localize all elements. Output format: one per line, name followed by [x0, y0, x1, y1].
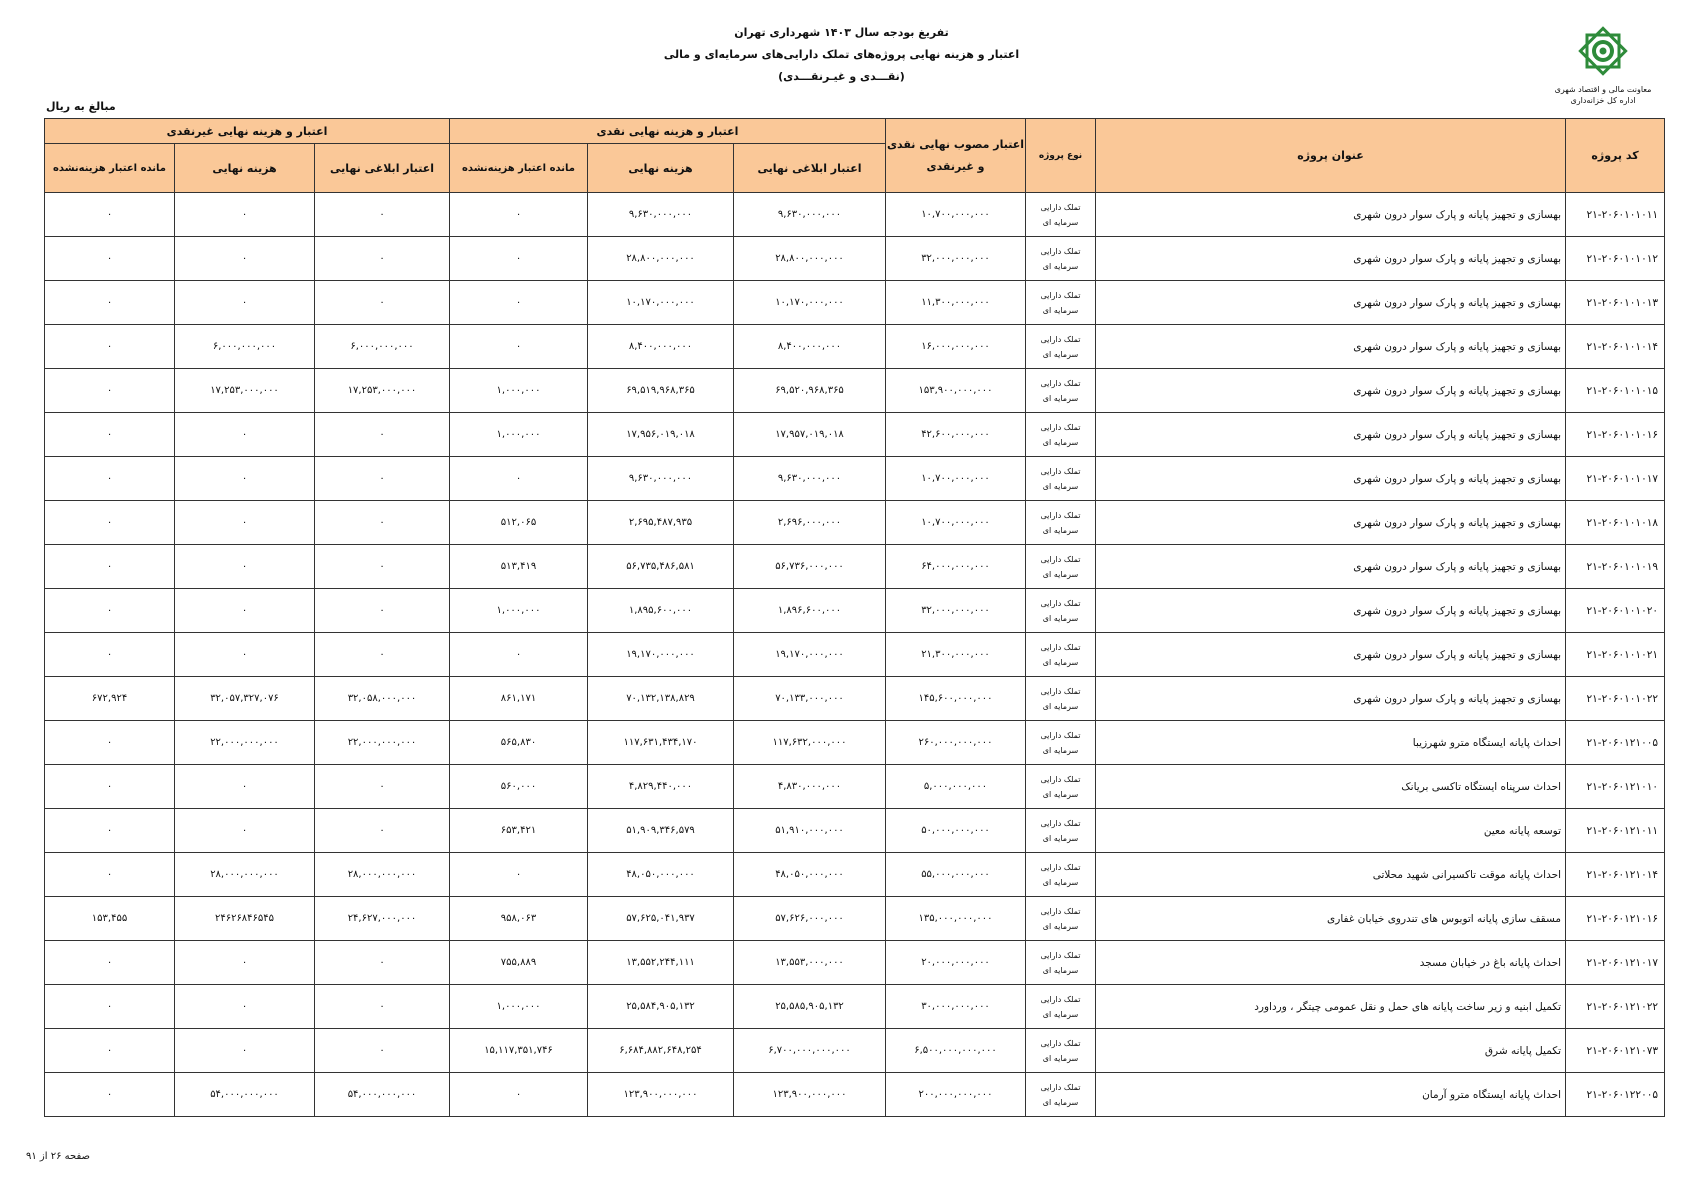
- table-row: [45, 281, 1665, 325]
- project-type-line-1: تملک دارایی: [1040, 906, 1081, 916]
- project-title: بهسازی و تجهیز پایانه و پارک سوار درون شهری: [1096, 193, 1566, 237]
- approved-credit: ۲۰,۰۰۰,۰۰۰,۰۰۰: [886, 941, 1026, 985]
- noncash-allocated: ۰: [315, 765, 450, 809]
- project-type-line-2: سرمایه ای: [1042, 657, 1079, 667]
- approved-credit: ۶۴,۰۰۰,۰۰۰,۰۰۰: [886, 545, 1026, 589]
- project-title: بهسازی و تجهیز پایانه و پارک سوار درون شهری: [1096, 545, 1566, 589]
- table-row: [45, 1029, 1665, 1073]
- group-header-cash: اعتبار و هزینه نهایی نقدی: [450, 119, 886, 144]
- table-row: [45, 1073, 1665, 1117]
- cash-allocated: ۱۷,۹۵۷,۰۱۹,۰۱۸: [734, 413, 886, 457]
- project-title: بهسازی و تجهیز پایانه و پارک سوار درون شهری: [1096, 501, 1566, 545]
- page-number: صفحه ۲۶ از ۹۱: [26, 1151, 91, 1162]
- project-type: [1026, 809, 1096, 853]
- cash-remaining: ۵۶۵,۸۳۰: [450, 721, 588, 765]
- cash-final-cost: ۱۳,۵۵۲,۲۴۴,۱۱۱: [588, 941, 734, 985]
- cash-final-cost: ۱۱۷,۶۳۱,۴۳۴,۱۷۰: [588, 721, 734, 765]
- project-type-line-2: سرمایه ای: [1042, 877, 1079, 887]
- table-row: [45, 325, 1665, 369]
- approved-credit: ۱۶,۰۰۰,۰۰۰,۰۰۰: [886, 325, 1026, 369]
- cash-allocated: ۲۸,۸۰۰,۰۰۰,۰۰۰: [734, 237, 886, 281]
- project-code: ۲۱-۲۰۶۰۱۲۱۰۱۶: [1566, 897, 1665, 941]
- cash-allocated: ۷۰,۱۳۳,۰۰۰,۰۰۰: [734, 677, 886, 721]
- table-row: [45, 897, 1665, 941]
- noncash-final-cost: ۲۸,۰۰۰,۰۰۰,۰۰۰: [175, 853, 315, 897]
- project-code: ۲۱-۲۰۶۰۱۰۱۰۱۱: [1566, 193, 1665, 237]
- cash-final-cost: ۱۷,۹۵۶,۰۱۹,۰۱۸: [588, 413, 734, 457]
- project-code: ۲۱-۲۰۶۰۱۰۱۰۱۶: [1566, 413, 1665, 457]
- cash-allocated: ۲,۶۹۶,۰۰۰,۰۰۰: [734, 501, 886, 545]
- logo-line-1: معاونت مالی و اقتصاد شهری: [1554, 85, 1652, 94]
- project-title: احداث پایانه موقت تاکسیرانی شهید محلاتی: [1096, 853, 1566, 897]
- col-header-cash-final-cost: هزینه نهایی: [588, 144, 734, 193]
- approved-credit: ۲۶۰,۰۰۰,۰۰۰,۰۰۰: [886, 721, 1026, 765]
- project-code: ۲۱-۲۰۶۰۱۲۱۰۲۲: [1566, 985, 1665, 1029]
- project-code: ۲۱-۲۰۶۰۱۰۱۰۲۱: [1566, 633, 1665, 677]
- noncash-remaining: ۰: [45, 457, 175, 501]
- cash-remaining: ۰: [450, 237, 588, 281]
- project-type: [1026, 853, 1096, 897]
- cash-remaining: ۰: [450, 853, 588, 897]
- noncash-allocated: ۰: [315, 809, 450, 853]
- noncash-final-cost: ۰: [175, 941, 315, 985]
- document-header: [0, 22, 1683, 88]
- noncash-allocated: ۶,۰۰۰,۰۰۰,۰۰۰: [315, 325, 450, 369]
- noncash-final-cost: ۰: [175, 501, 315, 545]
- project-type: [1026, 193, 1096, 237]
- project-type-line-2: سرمایه ای: [1042, 481, 1079, 491]
- cash-allocated: ۶,۷۰۰,۰۰۰,۰۰۰,۰۰۰: [734, 1029, 886, 1073]
- noncash-final-cost: ۶,۰۰۰,۰۰۰,۰۰۰: [175, 325, 315, 369]
- cash-allocated: ۴۸,۰۵۰,۰۰۰,۰۰۰: [734, 853, 886, 897]
- project-type: [1026, 1073, 1096, 1117]
- cash-remaining: ۰: [450, 325, 588, 369]
- project-code: ۲۱-۲۰۶۰۱۲۱۰۱۱: [1566, 809, 1665, 853]
- project-type-line-1: تملک دارایی: [1040, 466, 1081, 476]
- emblem-icon: [1574, 22, 1632, 80]
- cash-allocated: ۶۹,۵۲۰,۹۶۸,۳۶۵: [734, 369, 886, 413]
- cash-remaining: ۸۶۱,۱۷۱: [450, 677, 588, 721]
- project-type-line-2: سرمایه ای: [1042, 569, 1079, 579]
- project-type-line-1: تملک دارایی: [1040, 554, 1081, 564]
- header-subtitle: اعتبار و هزینه نهایی پروژه‌های تملک دارایی‌های سرمایه‌ای و مالی: [663, 48, 1020, 61]
- project-type: [1026, 589, 1096, 633]
- cash-remaining: ۱,۰۰۰,۰۰۰: [450, 589, 588, 633]
- cash-allocated: ۱۰,۱۷۰,۰۰۰,۰۰۰: [734, 281, 886, 325]
- project-title: احداث پایانه ایستگاه مترو آرمان: [1096, 1073, 1566, 1117]
- noncash-remaining: ۰: [45, 545, 175, 589]
- table-row: [45, 413, 1665, 457]
- noncash-final-cost: ۰: [175, 589, 315, 633]
- project-type: [1026, 633, 1096, 677]
- table-row: [45, 237, 1665, 281]
- noncash-remaining: ۰: [45, 941, 175, 985]
- project-title: بهسازی و تجهیز پایانه و پارک سوار درون شهری: [1096, 281, 1566, 325]
- project-code: ۲۱-۲۰۶۰۱۰۱۰۱۳: [1566, 281, 1665, 325]
- approved-credit: ۵۰,۰۰۰,۰۰۰,۰۰۰: [886, 809, 1026, 853]
- cash-remaining: ۷۵۵,۸۸۹: [450, 941, 588, 985]
- table-row: [45, 457, 1665, 501]
- project-code: ۲۱-۲۰۶۰۱۲۱۰۱۰: [1566, 765, 1665, 809]
- cash-final-cost: ۶۹,۵۱۹,۹۶۸,۳۶۵: [588, 369, 734, 413]
- project-type-line-2: سرمایه ای: [1042, 349, 1079, 359]
- cash-final-cost: ۴۸,۰۵۰,۰۰۰,۰۰۰: [588, 853, 734, 897]
- noncash-final-cost: ۱۷,۲۵۳,۰۰۰,۰۰۰: [175, 369, 315, 413]
- cash-final-cost: ۵۶,۷۳۵,۴۸۶,۵۸۱: [588, 545, 734, 589]
- noncash-remaining: ۰: [45, 325, 175, 369]
- noncash-final-cost: ۰: [175, 809, 315, 853]
- project-title: احداث سرپناه ایستگاه تاکسی بریانک: [1096, 765, 1566, 809]
- project-code: ۲۱-۲۰۶۰۱۰۱۰۱۴: [1566, 325, 1665, 369]
- noncash-remaining: ۰: [45, 765, 175, 809]
- noncash-allocated: ۰: [315, 589, 450, 633]
- table-row: [45, 633, 1665, 677]
- project-type-line-1: تملک دارایی: [1040, 510, 1081, 520]
- project-title: احداث پایانه ایستگاه مترو شهرزیبا: [1096, 721, 1566, 765]
- project-type-line-1: تملک دارایی: [1040, 994, 1081, 1004]
- cash-allocated: ۹,۶۳۰,۰۰۰,۰۰۰: [734, 193, 886, 237]
- noncash-allocated: ۰: [315, 633, 450, 677]
- col-header-type: نوع پروژه: [1026, 119, 1096, 193]
- col-header-noncash-remaining: مانده اعتبار هزینه‌نشده: [45, 144, 175, 193]
- col-header-code: کد پروژه: [1566, 119, 1665, 193]
- project-code: ۲۱-۲۰۶۰۱۲۱۰۱۷: [1566, 941, 1665, 985]
- noncash-remaining: ۱۵۳,۴۵۵: [45, 897, 175, 941]
- project-type: [1026, 765, 1096, 809]
- project-title: بهسازی و تجهیز پایانه و پارک سوار درون شهری: [1096, 589, 1566, 633]
- project-type: [1026, 897, 1096, 941]
- project-type: [1026, 501, 1096, 545]
- cash-final-cost: ۵۷,۶۲۵,۰۴۱,۹۳۷: [588, 897, 734, 941]
- project-title: بهسازی و تجهیز پایانه و پارک سوار درون شهری: [1096, 633, 1566, 677]
- table-row: [45, 501, 1665, 545]
- project-code: ۲۱-۲۰۶۰۱۰۱۰۱۵: [1566, 369, 1665, 413]
- cash-remaining: ۰: [450, 457, 588, 501]
- approved-credit: ۲۱,۳۰۰,۰۰۰,۰۰۰: [886, 633, 1026, 677]
- table-row: [45, 545, 1665, 589]
- noncash-allocated: ۰: [315, 281, 450, 325]
- cash-remaining: ۰: [450, 193, 588, 237]
- noncash-remaining: ۰: [45, 589, 175, 633]
- project-code: ۲۱-۲۰۶۰۱۲۱۰۰۵: [1566, 721, 1665, 765]
- noncash-final-cost: ۰: [175, 193, 315, 237]
- approved-credit: ۱۰,۷۰۰,۰۰۰,۰۰۰: [886, 193, 1026, 237]
- cash-remaining: ۵۶۰,۰۰۰: [450, 765, 588, 809]
- municipality-logo: [1553, 22, 1653, 106]
- col-header-approved: اعتبار مصوب نهایی نقدی و غیرنقدی: [886, 119, 1026, 193]
- noncash-remaining: ۰: [45, 809, 175, 853]
- cash-final-cost: ۷۰,۱۳۲,۱۳۸,۸۲۹: [588, 677, 734, 721]
- approved-credit: ۴۲,۶۰۰,۰۰۰,۰۰۰: [886, 413, 1026, 457]
- approved-credit: ۱۰,۷۰۰,۰۰۰,۰۰۰: [886, 501, 1026, 545]
- project-type-line-2: سرمایه ای: [1042, 701, 1079, 711]
- project-title: بهسازی و تجهیز پایانه و پارک سوار درون شهری: [1096, 369, 1566, 413]
- noncash-remaining: ۰: [45, 721, 175, 765]
- project-type-line-2: سرمایه ای: [1042, 1097, 1079, 1107]
- approved-credit: ۱۳۵,۰۰۰,۰۰۰,۰۰۰: [886, 897, 1026, 941]
- cash-final-cost: ۶,۶۸۴,۸۸۲,۶۴۸,۲۵۴: [588, 1029, 734, 1073]
- cash-allocated: ۴,۸۳۰,۰۰۰,۰۰۰: [734, 765, 886, 809]
- project-type-line-2: سرمایه ای: [1042, 305, 1079, 315]
- noncash-final-cost: ۰: [175, 633, 315, 677]
- project-title: توسعه پایانه معین: [1096, 809, 1566, 853]
- table-row: [45, 721, 1665, 765]
- noncash-remaining: ۰: [45, 237, 175, 281]
- cash-allocated: ۲۵,۵۸۵,۹۰۵,۱۳۲: [734, 985, 886, 1029]
- project-code: ۲۱-۲۰۶۰۱۰۱۰۲۲: [1566, 677, 1665, 721]
- cash-final-cost: ۱,۸۹۵,۶۰۰,۰۰۰: [588, 589, 734, 633]
- noncash-remaining: ۰: [45, 369, 175, 413]
- approved-credit: ۱۰,۷۰۰,۰۰۰,۰۰۰: [886, 457, 1026, 501]
- noncash-allocated: ۰: [315, 501, 450, 545]
- project-type-line-1: تملک دارایی: [1040, 950, 1081, 960]
- col-header-cash-allocated: اعتبار ابلاغی نهایی: [734, 144, 886, 193]
- project-type-line-2: سرمایه ای: [1042, 261, 1079, 271]
- project-type-line-2: سرمایه ای: [1042, 965, 1079, 975]
- noncash-final-cost: ۰: [175, 765, 315, 809]
- noncash-final-cost: ۰: [175, 545, 315, 589]
- project-type: [1026, 985, 1096, 1029]
- project-type-line-2: سرمایه ای: [1042, 833, 1079, 843]
- project-code: ۲۱-۲۰۶۰۱۰۱۰۱۹: [1566, 545, 1665, 589]
- noncash-final-cost: ۵۴,۰۰۰,۰۰۰,۰۰۰: [175, 1073, 315, 1117]
- table-row: [45, 941, 1665, 985]
- noncash-allocated: ۰: [315, 941, 450, 985]
- approved-credit: ۳۰,۰۰۰,۰۰۰,۰۰۰: [886, 985, 1026, 1029]
- header-note: (نقـــدی و غیـرنقـــدی): [778, 70, 905, 83]
- project-code: ۲۱-۲۰۶۰۱۰۱۰۱۷: [1566, 457, 1665, 501]
- project-type-line-1: تملک دارایی: [1040, 202, 1081, 212]
- cash-allocated: ۱۹,۱۷۰,۰۰۰,۰۰۰: [734, 633, 886, 677]
- cash-remaining: ۰: [450, 1073, 588, 1117]
- approved-credit: ۶,۵۰۰,۰۰۰,۰۰۰,۰۰۰: [886, 1029, 1026, 1073]
- noncash-final-cost: ۲۲,۰۰۰,۰۰۰,۰۰۰: [175, 721, 315, 765]
- noncash-final-cost: ۳۲,۰۵۷,۳۲۷,۰۷۶: [175, 677, 315, 721]
- project-type-line-1: تملک دارایی: [1040, 598, 1081, 608]
- cash-final-cost: ۹,۶۳۰,۰۰۰,۰۰۰: [588, 457, 734, 501]
- table-body: [45, 193, 1665, 1117]
- table-row: [45, 677, 1665, 721]
- cash-remaining: ۱۵,۱۱۷,۳۵۱,۷۴۶: [450, 1029, 588, 1073]
- cash-remaining: ۰: [450, 633, 588, 677]
- cash-allocated: ۱۳,۵۵۳,۰۰۰,۰۰۰: [734, 941, 886, 985]
- cash-final-cost: ۲۸,۸۰۰,۰۰۰,۰۰۰: [588, 237, 734, 281]
- project-type: [1026, 677, 1096, 721]
- project-code: ۲۱-۲۰۶۰۱۰۱۰۲۰: [1566, 589, 1665, 633]
- project-type-line-2: سرمایه ای: [1042, 217, 1079, 227]
- project-type-line-1: تملک دارایی: [1040, 774, 1081, 784]
- noncash-allocated: ۲۲,۰۰۰,۰۰۰,۰۰۰: [315, 721, 450, 765]
- project-type-line-2: سرمایه ای: [1042, 613, 1079, 623]
- project-code: ۲۱-۲۰۶۰۱۲۱۰۷۳: [1566, 1029, 1665, 1073]
- noncash-allocated: ۰: [315, 193, 450, 237]
- project-type-line-2: سرمایه ای: [1042, 745, 1079, 755]
- col-header-cash-remaining: مانده اعتبار هزینه‌نشده: [450, 144, 588, 193]
- project-title: بهسازی و تجهیز پایانه و پارک سوار درون شهری: [1096, 325, 1566, 369]
- table-row: [45, 369, 1665, 413]
- cash-remaining: ۹۵۸,۰۶۳: [450, 897, 588, 941]
- project-type: [1026, 457, 1096, 501]
- table-row: [45, 193, 1665, 237]
- project-type: [1026, 369, 1096, 413]
- cash-allocated: ۵۷,۶۲۶,۰۰۰,۰۰۰: [734, 897, 886, 941]
- cash-allocated: ۹,۶۳۰,۰۰۰,۰۰۰: [734, 457, 886, 501]
- approved-credit: ۲۰۰,۰۰۰,۰۰۰,۰۰۰: [886, 1073, 1026, 1117]
- group-header-noncash: اعتبار و هزینه نهایی غیرنقدی: [45, 119, 450, 144]
- noncash-final-cost: ۰: [175, 457, 315, 501]
- project-type: [1026, 941, 1096, 985]
- cash-remaining: ۵۱۳,۴۱۹: [450, 545, 588, 589]
- project-type-line-1: تملک دارایی: [1040, 290, 1081, 300]
- noncash-final-cost: ۲۴۶۲۶۸۴۶۵۴۵: [175, 897, 315, 941]
- project-title: بهسازی و تجهیز پایانه و پارک سوار درون شهری: [1096, 457, 1566, 501]
- approved-credit: ۱۴۵,۶۰۰,۰۰۰,۰۰۰: [886, 677, 1026, 721]
- noncash-allocated: ۵۴,۰۰۰,۰۰۰,۰۰۰: [315, 1073, 450, 1117]
- noncash-allocated: ۰: [315, 545, 450, 589]
- cash-remaining: ۶۵۳,۴۲۱: [450, 809, 588, 853]
- table-row: [45, 853, 1665, 897]
- noncash-allocated: ۰: [315, 1029, 450, 1073]
- cash-remaining: ۱,۰۰۰,۰۰۰: [450, 985, 588, 1029]
- project-title: بهسازی و تجهیز پایانه و پارک سوار درون شهری: [1096, 677, 1566, 721]
- noncash-final-cost: ۰: [175, 237, 315, 281]
- noncash-remaining: ۰: [45, 633, 175, 677]
- noncash-allocated: ۱۷,۲۵۳,۰۰۰,۰۰۰: [315, 369, 450, 413]
- noncash-allocated: ۰: [315, 985, 450, 1029]
- project-code: ۲۱-۲۰۶۰۱۲۱۰۱۴: [1566, 853, 1665, 897]
- project-type: [1026, 413, 1096, 457]
- noncash-allocated: ۳۲,۰۵۸,۰۰۰,۰۰۰: [315, 677, 450, 721]
- cash-final-cost: ۱۰,۱۷۰,۰۰۰,۰۰۰: [588, 281, 734, 325]
- noncash-remaining: ۰: [45, 985, 175, 1029]
- project-title: تکمیل پایانه شرق: [1096, 1029, 1566, 1073]
- project-type-line-1: تملک دارایی: [1040, 730, 1081, 740]
- cash-final-cost: ۱۹,۱۷۰,۰۰۰,۰۰۰: [588, 633, 734, 677]
- cash-remaining: ۱,۰۰۰,۰۰۰: [450, 413, 588, 457]
- cash-final-cost: ۸,۴۰۰,۰۰۰,۰۰۰: [588, 325, 734, 369]
- cash-remaining: ۱,۰۰۰,۰۰۰: [450, 369, 588, 413]
- approved-credit: ۱۵۳,۹۰۰,۰۰۰,۰۰۰: [886, 369, 1026, 413]
- approved-credit: ۳۲,۰۰۰,۰۰۰,۰۰۰: [886, 589, 1026, 633]
- project-type-line-1: تملک دارایی: [1040, 378, 1081, 388]
- project-type: [1026, 721, 1096, 765]
- project-code: ۲۱-۲۰۶۰۱۰۱۰۱۸: [1566, 501, 1665, 545]
- unit-note: مبالغ به ریال: [46, 100, 116, 113]
- noncash-final-cost: ۰: [175, 1029, 315, 1073]
- project-type: [1026, 237, 1096, 281]
- project-type-line-1: تملک دارایی: [1040, 1038, 1081, 1048]
- cash-final-cost: ۱۲۳,۹۰۰,۰۰۰,۰۰۰: [588, 1073, 734, 1117]
- project-type-line-2: سرمایه ای: [1042, 1009, 1079, 1019]
- approved-credit: ۵,۰۰۰,۰۰۰,۰۰۰: [886, 765, 1026, 809]
- project-type: [1026, 1029, 1096, 1073]
- project-type: [1026, 281, 1096, 325]
- header-title: تفریغ بودجه سال ۱۴۰۳ شهرداری تهران: [734, 26, 949, 39]
- col-header-noncash-allocated: اعتبار ابلاغی نهایی: [315, 144, 450, 193]
- noncash-remaining: ۰: [45, 1073, 175, 1117]
- cash-final-cost: ۴,۸۲۹,۴۴۰,۰۰۰: [588, 765, 734, 809]
- cash-allocated: ۵۱,۹۱۰,۰۰۰,۰۰۰: [734, 809, 886, 853]
- project-type-line-1: تملک دارایی: [1040, 818, 1081, 828]
- project-type-line-1: تملک دارایی: [1040, 686, 1081, 696]
- project-type-line-1: تملک دارایی: [1040, 862, 1081, 872]
- cash-remaining: ۵۱۲,۰۶۵: [450, 501, 588, 545]
- cash-final-cost: ۹,۶۳۰,۰۰۰,۰۰۰: [588, 193, 734, 237]
- noncash-allocated: ۲۴,۶۲۷,۰۰۰,۰۰۰: [315, 897, 450, 941]
- cash-allocated: ۸,۴۰۰,۰۰۰,۰۰۰: [734, 325, 886, 369]
- cash-final-cost: ۲۵,۵۸۴,۹۰۵,۱۳۲: [588, 985, 734, 1029]
- cash-final-cost: ۲,۶۹۵,۴۸۷,۹۳۵: [588, 501, 734, 545]
- project-title: احداث پایانه باغ در خیابان مسجد: [1096, 941, 1566, 985]
- noncash-remaining: ۶۷۲,۹۲۴: [45, 677, 175, 721]
- cash-allocated: ۱۱۷,۶۳۲,۰۰۰,۰۰۰: [734, 721, 886, 765]
- project-type: [1026, 545, 1096, 589]
- project-type-line-2: سرمایه ای: [1042, 393, 1079, 403]
- col-header-noncash-final-cost: هزینه نهایی: [175, 144, 315, 193]
- table-row: [45, 809, 1665, 853]
- cash-allocated: ۱,۸۹۶,۶۰۰,۰۰۰: [734, 589, 886, 633]
- cash-allocated: ۵۶,۷۳۶,۰۰۰,۰۰۰: [734, 545, 886, 589]
- project-type-line-1: تملک دارایی: [1040, 422, 1081, 432]
- noncash-remaining: ۰: [45, 853, 175, 897]
- project-type: [1026, 325, 1096, 369]
- table-row: [45, 985, 1665, 1029]
- project-type-line-1: تملک دارایی: [1040, 334, 1081, 344]
- logo-line-2: اداره کل خزانه‌داری: [1570, 96, 1636, 105]
- cash-remaining: ۰: [450, 281, 588, 325]
- table-row: [45, 589, 1665, 633]
- noncash-allocated: ۰: [315, 457, 450, 501]
- project-type-line-2: سرمایه ای: [1042, 789, 1079, 799]
- noncash-remaining: ۰: [45, 1029, 175, 1073]
- noncash-remaining: ۰: [45, 281, 175, 325]
- project-type-line-1: تملک دارایی: [1040, 1082, 1081, 1092]
- noncash-final-cost: ۰: [175, 413, 315, 457]
- noncash-remaining: ۰: [45, 413, 175, 457]
- cash-allocated: ۱۲۳,۹۰۰,۰۰۰,۰۰۰: [734, 1073, 886, 1117]
- noncash-remaining: ۰: [45, 501, 175, 545]
- project-code: ۲۱-۲۰۶۰۱۲۲۰۰۵: [1566, 1073, 1665, 1117]
- project-title: مسقف سازی پایانه اتوبوس های تندروی خیابان غفاری: [1096, 897, 1566, 941]
- project-type-line-1: تملک دارایی: [1040, 246, 1081, 256]
- noncash-allocated: ۰: [315, 413, 450, 457]
- budget-table: [44, 118, 1665, 1117]
- project-title: تکمیل ابنیه و زیر ساخت پایانه های حمل و نقل عمومی چیتگر ، ورداورد: [1096, 985, 1566, 1029]
- approved-credit: ۵۵,۰۰۰,۰۰۰,۰۰۰: [886, 853, 1026, 897]
- project-type-line-2: سرمایه ای: [1042, 921, 1079, 931]
- noncash-remaining: ۰: [45, 193, 175, 237]
- project-type-line-2: سرمایه ای: [1042, 525, 1079, 535]
- project-title: بهسازی و تجهیز پایانه و پارک سوار درون شهری: [1096, 237, 1566, 281]
- noncash-final-cost: ۰: [175, 281, 315, 325]
- project-type-line-2: سرمایه ای: [1042, 1053, 1079, 1063]
- project-type-line-1: تملک دارایی: [1040, 642, 1081, 652]
- col-header-title: عنوان پروژه: [1096, 119, 1566, 193]
- noncash-allocated: ۰: [315, 237, 450, 281]
- project-title: بهسازی و تجهیز پایانه و پارک سوار درون شهری: [1096, 413, 1566, 457]
- cash-final-cost: ۵۱,۹۰۹,۳۴۶,۵۷۹: [588, 809, 734, 853]
- project-type-line-2: سرمایه ای: [1042, 437, 1079, 447]
- noncash-allocated: ۲۸,۰۰۰,۰۰۰,۰۰۰: [315, 853, 450, 897]
- table-row: [45, 765, 1665, 809]
- approved-credit: ۱۱,۳۰۰,۰۰۰,۰۰۰: [886, 281, 1026, 325]
- approved-credit: ۳۲,۰۰۰,۰۰۰,۰۰۰: [886, 237, 1026, 281]
- noncash-final-cost: ۰: [175, 985, 315, 1029]
- project-code: ۲۱-۲۰۶۰۱۰۱۰۱۲: [1566, 237, 1665, 281]
